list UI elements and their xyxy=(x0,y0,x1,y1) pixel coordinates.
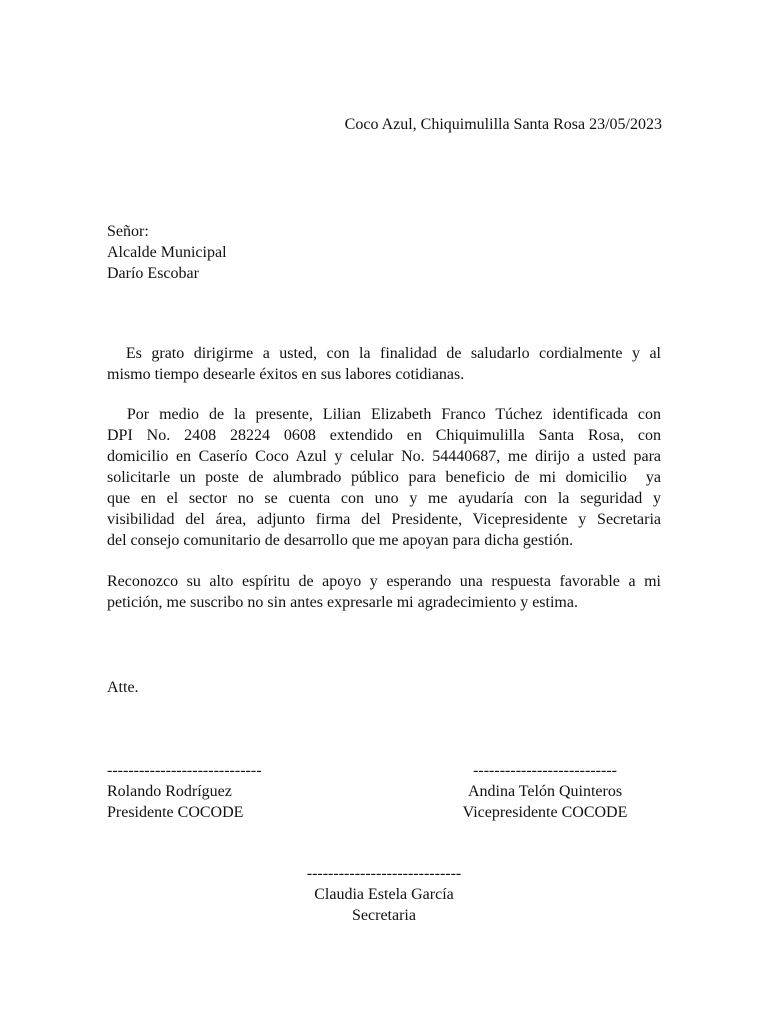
signature-line: --------------------------- xyxy=(473,762,617,779)
paragraph-greeting xyxy=(107,343,661,385)
recipient-name: Darío Escobar xyxy=(107,265,199,282)
paragraph-line: que en el sector no se cuenta con uno y me ayudaría con la seguridad y xyxy=(107,490,661,507)
signature-line: ----------------------------- xyxy=(306,865,462,882)
signer-name: Claudia Estela García xyxy=(314,886,454,903)
closing: Atte. xyxy=(107,679,139,696)
signer-role: Presidente COCODE xyxy=(107,804,244,821)
signer-name: Rolando Rodríguez xyxy=(107,783,232,800)
recipient-title: Alcalde Municipal xyxy=(107,244,227,261)
signer-role: Vicepresidente COCODE xyxy=(462,804,628,821)
paragraph-thanks xyxy=(107,571,661,613)
paragraph-line: Es grato dirigirme a usted, con la finalidad de saludarlo cordialmente y al xyxy=(107,345,661,362)
paragraph-line: petición, me suscribo no sin antes expresarle mi agradecimiento y estima. xyxy=(107,594,578,611)
paragraph-line: mismo tiempo desearle éxitos en sus labores cotidianas. xyxy=(107,366,465,383)
signature-secretaria xyxy=(287,863,481,926)
signature-presidente xyxy=(107,760,262,823)
paragraph-line: del consejo comunitario de desarrollo que me apoyan para dicha gestión. xyxy=(107,532,574,549)
signer-role: Secretaria xyxy=(352,907,416,924)
paragraph-line: Por medio de la presente, Lilian Elizabeth Franco Túchez identificada con xyxy=(107,406,661,423)
date-line: Coco Azul, Chiquimulilla Santa Rosa 23/05/2023 xyxy=(344,116,662,133)
paragraph-line: visibilidad del área, adjunto firma del Presidente, Vicepresidente y Secretaria xyxy=(107,511,661,528)
paragraph-line: solicitarle un poste de alumbrado público para beneficio de mi domicilio ya xyxy=(107,469,661,486)
salutation: Señor: xyxy=(107,223,149,240)
signer-name: Andina Telón Quinteros xyxy=(467,783,623,800)
paragraph-line: domicilio en Caserío Coco Azul y celular No. 54440687, me dirijo a usted para xyxy=(107,448,661,465)
signature-vicepresidente xyxy=(453,760,637,823)
paragraph-line: Reconozco su alto espíritu de apoyo y esperando una respuesta favorable a mi xyxy=(107,573,661,590)
signature-line: ----------------------------- xyxy=(107,762,262,779)
recipient-block xyxy=(107,221,227,284)
paragraph-request xyxy=(107,404,661,551)
paragraph-line: DPI No. 2408 28224 0608 extendido en Chiquimulilla Santa Rosa, con xyxy=(107,427,661,444)
